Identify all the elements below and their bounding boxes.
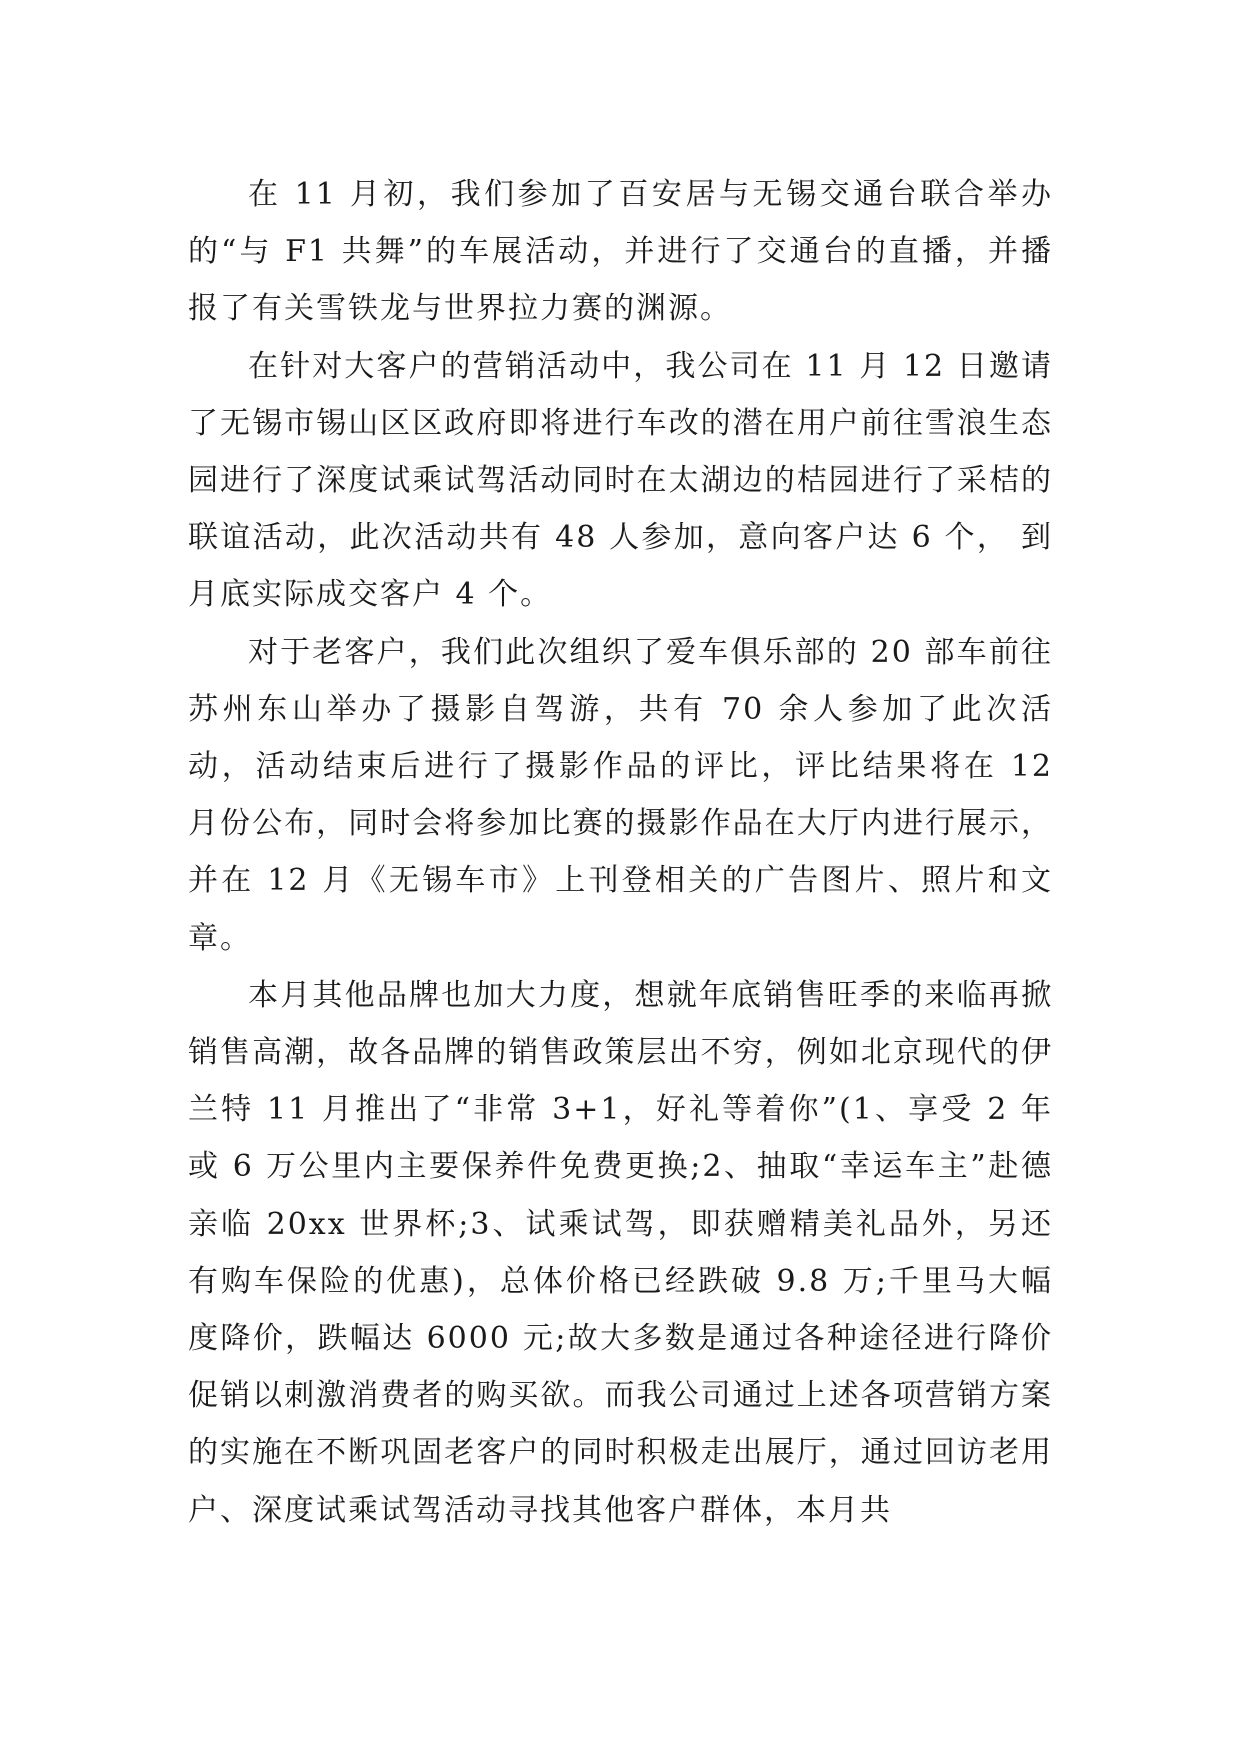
paragraph-f1-auto-show: 在 11 月初，我们参加了百安居与无锡交通台联合举办的“与 F1 共舞”的车展活动，并进行了交通台的直播，并播报了有关雪铁龙与世界拉力赛的渊源。 (188, 177, 1053, 327)
document-body (188, 166, 1053, 1539)
paragraph-competitor-analysis: 本月其他品牌也加大力度，想就年底销售旺季的来临再掀销售高潮，故各品牌的销售政策层出不穷，例如北京现代的伊兰特 11 月推出了“非常 3+1，好礼等着你”(1、享受 2 年或 6 万公里内主要保养件免费更换;2、抽取“幸运车主”赴德亲临 20xx 世界杯;3、试乘试驾，即获赠精美礼品外，另还有购车保险的优惠)，总体价格已经跌破 9.8 万;千里马大幅度降价，跌幅达 6000 元;故大多数是通过各种途径进行降价促销以刺激消费者的购买欲。而我公司通过上述各项营销方案的实施在不断巩固老客户的同时积极走出展厅，通过回访老用户、深度试乘试驾活动寻找其他客户群体，本月共 (188, 977, 1053, 1528)
paragraph-old-customer-event: 对于老客户，我们此次组织了爱车俱乐部的 20 部车前往苏州东山举办了摄影自驾游，共有 70 余人参加了此次活动，活动结束后进行了摄影作品的评比，评比结果将在 12 月份公布，同时会将参加比赛的摄影作品在大厅内进行展示，并在 12 月《无锡车市》上刊登相关的广告图片、照片和文章。 (188, 634, 1053, 956)
paragraph-key-account-event: 在针对大客户的营销活动中，我公司在 11 月 12 日邀请了无锡市锡山区区政府即将进行车改的潜在用户前往雪浪生态园进行了深度试乘试驾活动同时在太湖边的桔园进行了采桔的联谊活动，此次活动共有 48 人参加，意向客户达 6 个， 到月底实际成交客户 4 个。 (188, 348, 1053, 613)
